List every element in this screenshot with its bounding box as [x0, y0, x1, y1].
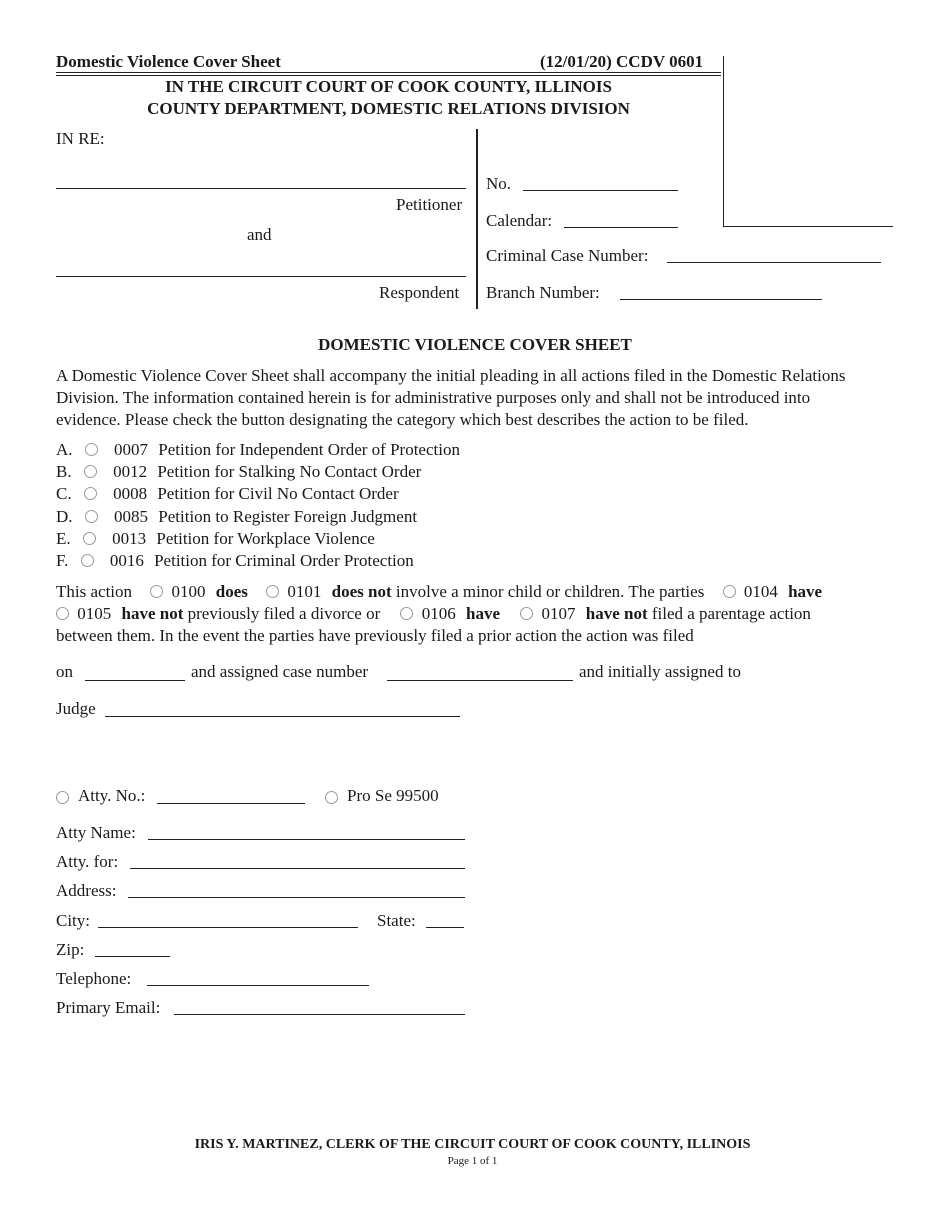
- case-no-field[interactable]: [523, 190, 678, 191]
- city-field[interactable]: [98, 927, 358, 928]
- category-code: 0016: [109, 551, 144, 570]
- category-label: Petition for Workplace Violence: [156, 529, 375, 548]
- pro-se-radio[interactable]: [325, 791, 338, 804]
- category-letter: F.: [56, 551, 69, 570]
- pro-se-label: Pro Se 99500: [347, 786, 439, 805]
- petitioner-line[interactable]: [56, 188, 466, 189]
- category-option-b: [56, 462, 421, 482]
- action-line-2: [56, 604, 811, 624]
- code-0104: 0104: [743, 582, 778, 601]
- intro-line-1: A Domestic Violence Cover Sheet shall accompany the initial pleading in all actions filed in the Domestic Relations: [56, 366, 846, 385]
- court-line-2: COUNTY DEPARTMENT, DOMESTIC RELATIONS DIVISION: [147, 99, 630, 118]
- form-name: Domestic Violence Cover Sheet: [56, 52, 281, 71]
- category-option-a: [56, 440, 460, 460]
- atty-no-radio[interactable]: [56, 791, 69, 804]
- primary-email-label: Primary Email:: [56, 998, 161, 1017]
- does-text: does: [215, 582, 248, 601]
- category-code: 0085: [114, 507, 149, 526]
- calendar-label: Calendar:: [486, 211, 553, 230]
- have-not-parentage-radio[interactable]: [520, 607, 533, 620]
- respondent-line[interactable]: [56, 276, 466, 277]
- have-not-divorce-radio[interactable]: [56, 607, 69, 620]
- prior-case-number-field[interactable]: [387, 680, 573, 681]
- category-e-radio[interactable]: [83, 532, 96, 545]
- intro-line-3: evidence. Please check the button designating the category which best describes the action to be filed.: [56, 410, 749, 429]
- filed-on-field[interactable]: [85, 680, 185, 681]
- code-0106: 0106: [421, 604, 456, 623]
- case-no-label: No.: [486, 174, 512, 193]
- city-label: City:: [56, 911, 91, 930]
- state-field[interactable]: [426, 927, 464, 928]
- category-c-radio[interactable]: [84, 487, 97, 500]
- have-not-text: have not: [121, 604, 184, 623]
- divorce-text: previously filed a divorce or: [187, 604, 381, 623]
- category-label: Petition for Independent Order of Protection: [158, 440, 460, 459]
- does-not-text: does not: [331, 582, 392, 601]
- involve-text: involve a minor child or children. The parties: [395, 582, 705, 601]
- telephone-label: Telephone:: [56, 969, 132, 988]
- category-b-radio[interactable]: [84, 465, 97, 478]
- criminal-case-label: Criminal Case Number:: [486, 246, 649, 265]
- category-option-c: [56, 484, 399, 504]
- category-code: 0007: [114, 440, 149, 459]
- branch-number-label: Branch Number:: [486, 283, 600, 302]
- respondent-label: Respondent: [379, 283, 460, 302]
- intro-line-2: Division. The information contained herein is for administrative purposes only and shall not be introduced into: [56, 388, 811, 407]
- judge-field[interactable]: [105, 716, 460, 717]
- category-code: 0008: [113, 484, 148, 503]
- address-field[interactable]: [128, 897, 465, 898]
- petitioner-label: Petitioner: [396, 195, 463, 214]
- in-re-label: IN RE:: [56, 129, 105, 148]
- does-radio[interactable]: [150, 585, 163, 598]
- category-option-f: [56, 551, 414, 571]
- header-rule-top: [56, 72, 721, 73]
- category-label: Petition for Stalking No Contact Order: [157, 462, 422, 481]
- court-line-1: IN THE CIRCUIT COURT OF COOK COUNTY, ILLINOIS: [165, 77, 612, 96]
- stamp-box-left: [723, 56, 724, 226]
- category-f-radio[interactable]: [81, 554, 94, 567]
- criminal-case-field[interactable]: [667, 262, 881, 263]
- telephone-field[interactable]: [147, 985, 369, 986]
- code-0101: 0101: [287, 582, 322, 601]
- parentage-text: filed a parentage action: [651, 604, 811, 623]
- category-label: Petition for Criminal Order Protection: [154, 551, 414, 570]
- atty-no-field[interactable]: [157, 803, 305, 804]
- page-title: DOMESTIC VIOLENCE COVER SHEET: [318, 335, 632, 354]
- atty-no-label: Atty. No.:: [78, 786, 146, 805]
- atty-name-field[interactable]: [148, 839, 465, 840]
- category-option-d: [56, 507, 417, 527]
- category-letter: C.: [56, 484, 72, 503]
- zip-label: Zip:: [56, 940, 85, 959]
- category-letter: E.: [56, 529, 71, 548]
- code-0107: 0107: [541, 604, 576, 623]
- header-rule-bottom: [56, 75, 721, 76]
- page-number: Page 1 of 1: [447, 1155, 498, 1167]
- category-option-e: [56, 529, 375, 549]
- zip-field[interactable]: [95, 956, 170, 957]
- have-divorce-radio[interactable]: [723, 585, 736, 598]
- category-letter: B.: [56, 462, 72, 481]
- code-0100: 0100: [171, 582, 206, 601]
- caption-divider: [476, 129, 478, 309]
- primary-email-field[interactable]: [174, 1014, 465, 1015]
- atty-for-field[interactable]: [130, 868, 465, 869]
- have-parentage-text: have: [465, 604, 500, 623]
- form-code: (12/01/20) CCDV 0601: [540, 52, 704, 71]
- branch-number-field[interactable]: [620, 299, 822, 300]
- clerk-footer: IRIS Y. MARTINEZ, CLERK OF THE CIRCUIT COURT OF COOK COUNTY, ILLINOIS: [194, 1137, 751, 1152]
- assigned-case-label: and assigned case number: [191, 662, 369, 681]
- judge-label: Judge: [56, 699, 96, 718]
- code-0105: 0105: [77, 604, 112, 623]
- category-label: Petition for Civil No Contact Order: [157, 484, 399, 503]
- action-line-3: between them. In the event the parties have previously filed a prior action the action was filed: [56, 626, 694, 645]
- category-code: 0012: [113, 462, 148, 481]
- category-letter: A.: [56, 440, 73, 459]
- address-label: Address:: [56, 881, 117, 900]
- category-code: 0013: [112, 529, 147, 548]
- this-action-text: This action: [56, 582, 133, 601]
- does-not-radio[interactable]: [266, 585, 279, 598]
- filed-on-label: on: [56, 662, 73, 681]
- have-parentage-radio[interactable]: [400, 607, 413, 620]
- category-label: Petition to Register Foreign Judgment: [158, 507, 418, 526]
- state-label: State:: [377, 911, 416, 930]
- have-text: have: [788, 582, 823, 601]
- category-d-radio[interactable]: [85, 510, 98, 523]
- stamp-box-bottom: [723, 226, 893, 227]
- and-label: and: [247, 225, 272, 244]
- calendar-field[interactable]: [564, 227, 678, 228]
- category-a-radio[interactable]: [85, 443, 98, 456]
- atty-name-label: Atty Name:: [56, 823, 136, 842]
- have-not-parentage-text: have not: [585, 604, 648, 623]
- initially-assigned-label: and initially assigned to: [579, 662, 741, 681]
- category-letter: D.: [56, 507, 73, 526]
- atty-for-label: Atty. for:: [56, 852, 119, 871]
- action-line-1: [56, 582, 822, 602]
